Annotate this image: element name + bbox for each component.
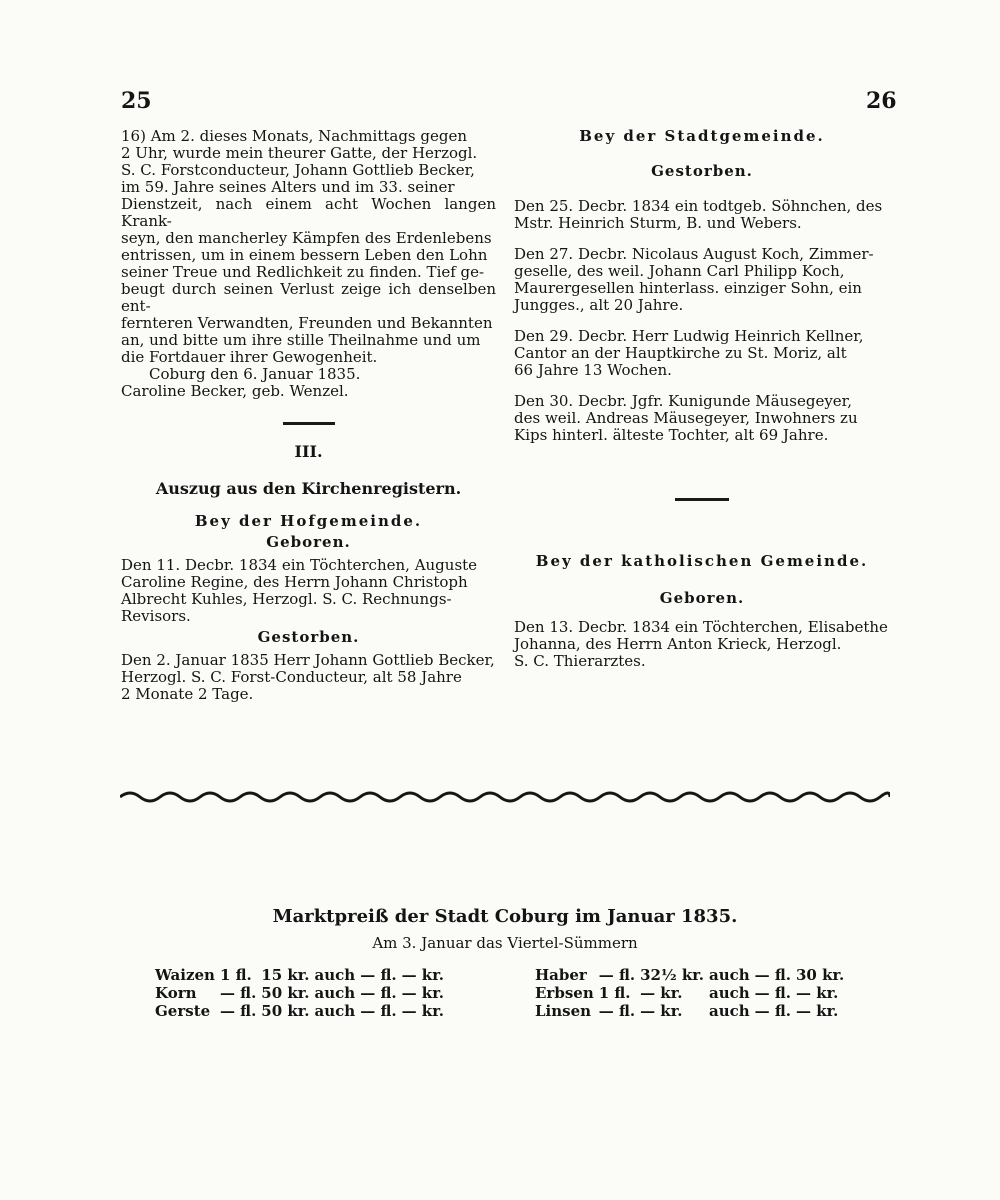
entry-line: Cantor an der Hauptkirche zu St. Moriz, alt [514,344,847,362]
left-column [121,128,496,703]
price-cell: auch [708,966,750,984]
price-cell: 1 fl. [598,984,631,1002]
notice-line: S. C. Forstconducteur, Johann Gottlieb Becker, [121,161,475,179]
price-cell: — kr. [640,1002,683,1020]
entry-line: Den 29. Decbr. Herr Ludwig Heinrich Kellner, [514,327,864,345]
entry-line: Den 25. Decbr. 1834 ein todtgeb. Söhnchen, des [514,197,883,215]
price-cell: 1 fl. [219,966,252,984]
price-cell: — fl. [598,966,636,984]
entry-line: Revisors. [121,607,191,625]
price-table-right [535,966,849,1020]
hof-died-heading: Gestorben. [257,628,360,646]
grain-name: Haber [535,966,587,984]
price-cell: — fl. [754,984,791,1002]
price-cell: — fl. [754,966,791,984]
page-number-right: 26 [866,88,897,114]
entry-line: Den 2. Januar 1835 Herr Johann Gottlieb Becker, [121,651,495,669]
notice-line: 2 Uhr, wurde mein theurer Gatte, der Herzogl. [121,144,478,162]
notice-line: entrissen, um in einem bessern Leben den Lohn [121,246,488,264]
price-cell: 32½ kr. [640,966,704,984]
grain-name: Erbsen [535,984,594,1002]
grain-name: Waizen [155,966,215,984]
table-row [155,966,449,984]
notice-line: seiner Treue und Redlichkeit zu finden. Tief ge- [121,263,485,281]
page-number-left: 25 [121,88,152,114]
entry-line: Den 27. Decbr. Nicolaus August Koch, Zimmer- [514,245,874,263]
market-price-date: Am 3. Januar das Viertel-Sümmern [372,934,638,952]
stadt-gemeinde-title: Bey der Stadtgemeinde. [579,127,825,145]
entry-line: Caroline Regine, des Herrn Johann Christoph [121,573,468,591]
katholisch-gemeinde-title: Bey der katholischen Gemeinde. [535,552,869,570]
notice-line: die Fortdauer ihrer Gewogenheit. [121,348,378,366]
entry-line: des weil. Andreas Mäusegeyer, Inwohners zu [514,409,858,427]
grain-name: Korn [155,984,197,1002]
price-cell: — fl. [219,984,257,1002]
table-row [155,1002,449,1020]
price-cell: auch [314,1002,356,1020]
notice-line: im 59. Jahre seines Alters und im 33. seiner [121,178,455,196]
notice-line: beugt durch seinen Verlust zeige ich denselben ent- [121,280,496,315]
price-cell: 50 kr. [261,984,310,1002]
ornamental-wave-rule [120,786,890,808]
hof-born-heading: Geboren. [266,533,351,551]
entry-line: Kips hinterl. älteste Tochter, alt 69 Jahre. [514,426,829,444]
price-cell: — fl. [754,1002,791,1020]
entry-line: Maurergesellen hinterlass. einziger Sohn, ein [514,279,862,297]
notice-signature: Caroline Becker, geb. Wenzel. [121,382,349,400]
price-table-left [155,966,449,1020]
price-cell: — fl. [360,966,397,984]
grain-name: Gerste [155,1002,211,1020]
grain-name: Linsen [535,1002,592,1020]
price-cell: — fl. [360,1002,397,1020]
right-column [514,128,890,670]
section-divider [675,498,729,501]
entry-line: Den 13. Decbr. 1834 ein Töchterchen, Elisabethe [514,618,888,636]
price-cell: — fl. [598,1002,636,1020]
stadt-died-entry [514,328,890,379]
stadt-died-entry [514,246,890,314]
katholisch-born-entry [514,619,890,670]
notice-line: 16) Am 2. dieses Monats, Nachmittags gegen [121,127,468,145]
stadt-died-entry [514,393,890,444]
price-cell: 30 kr. [796,966,845,984]
entry-line: 66 Jahre 13 Wochen. [514,361,672,379]
entry-line: Herzogl. S. C. Forst-Conducteur, alt 58 Jahre [121,668,462,686]
hof-died-entry [121,652,496,703]
price-cell: auch [314,966,356,984]
entry-line: geselle, des weil. Johann Carl Philipp Koch, [514,262,845,280]
entry-line: S. C. Thierarztes. [514,652,646,670]
section-divider [283,422,335,425]
price-cell: auch [708,1002,750,1020]
entry-line: Johanna, des Herrn Anton Krieck, Herzogl. [514,635,842,653]
notice-line: seyn, den mancherley Kämpfen des Erdenlebens [121,229,492,247]
price-cell: — kr. [401,966,444,984]
price-cell: — kr. [796,984,839,1002]
section-number: III. [294,442,323,461]
entry-line: Jungges., alt 20 Jahre. [514,296,684,314]
price-cell: — kr. [401,1002,444,1020]
table-row [535,984,849,1002]
table-row [535,966,849,984]
price-cell: — fl. [360,984,397,1002]
table-row [155,984,449,1002]
price-cell: — kr. [401,984,444,1002]
entry-line: Mstr. Heinrich Sturm, B. und Webers. [514,214,802,232]
katholisch-born-heading: Geboren. [659,589,745,607]
market-price-title: Marktpreiß der Stadt Coburg im Januar 1835. [272,906,738,927]
hof-born-entry [121,557,496,625]
death-notice [121,128,496,400]
stadt-died-entry [514,198,890,232]
price-cell: auch [708,984,750,1002]
notice-line: Dienstzeit, nach einem acht Wochen langen Krank- [121,195,496,230]
notice-date: Coburg den 6. Januar 1835. [149,365,361,383]
price-cell: — kr. [640,984,683,1002]
hof-gemeinde-title: Bey der Hofgemeinde. [194,512,423,530]
price-cell: 50 kr. [261,1002,310,1020]
table-row [535,1002,849,1020]
price-cell: auch [314,984,356,1002]
price-cell: — kr. [796,1002,839,1020]
section-title: Auszug aus den Kirchenregistern. [155,479,462,498]
price-cell: — fl. [219,1002,257,1020]
entry-line: Albrecht Kuhles, Herzogl. S. C. Rechnungs- [121,590,452,608]
entry-line: 2 Monate 2 Tage. [121,685,254,703]
entry-line: Den 30. Decbr. Jgfr. Kunigunde Mäusegeyer, [514,392,852,410]
stadt-died-heading: Gestorben. [651,162,753,180]
entry-line: Den 11. Decbr. 1834 ein Töchterchen, Auguste [121,556,478,574]
notice-line: fernteren Verwandten, Freunden und Bekannten [121,314,493,332]
notice-line: an, und bitte um ihre stille Theilnahme und um [121,331,481,349]
price-cell: 15 kr. [261,966,310,984]
